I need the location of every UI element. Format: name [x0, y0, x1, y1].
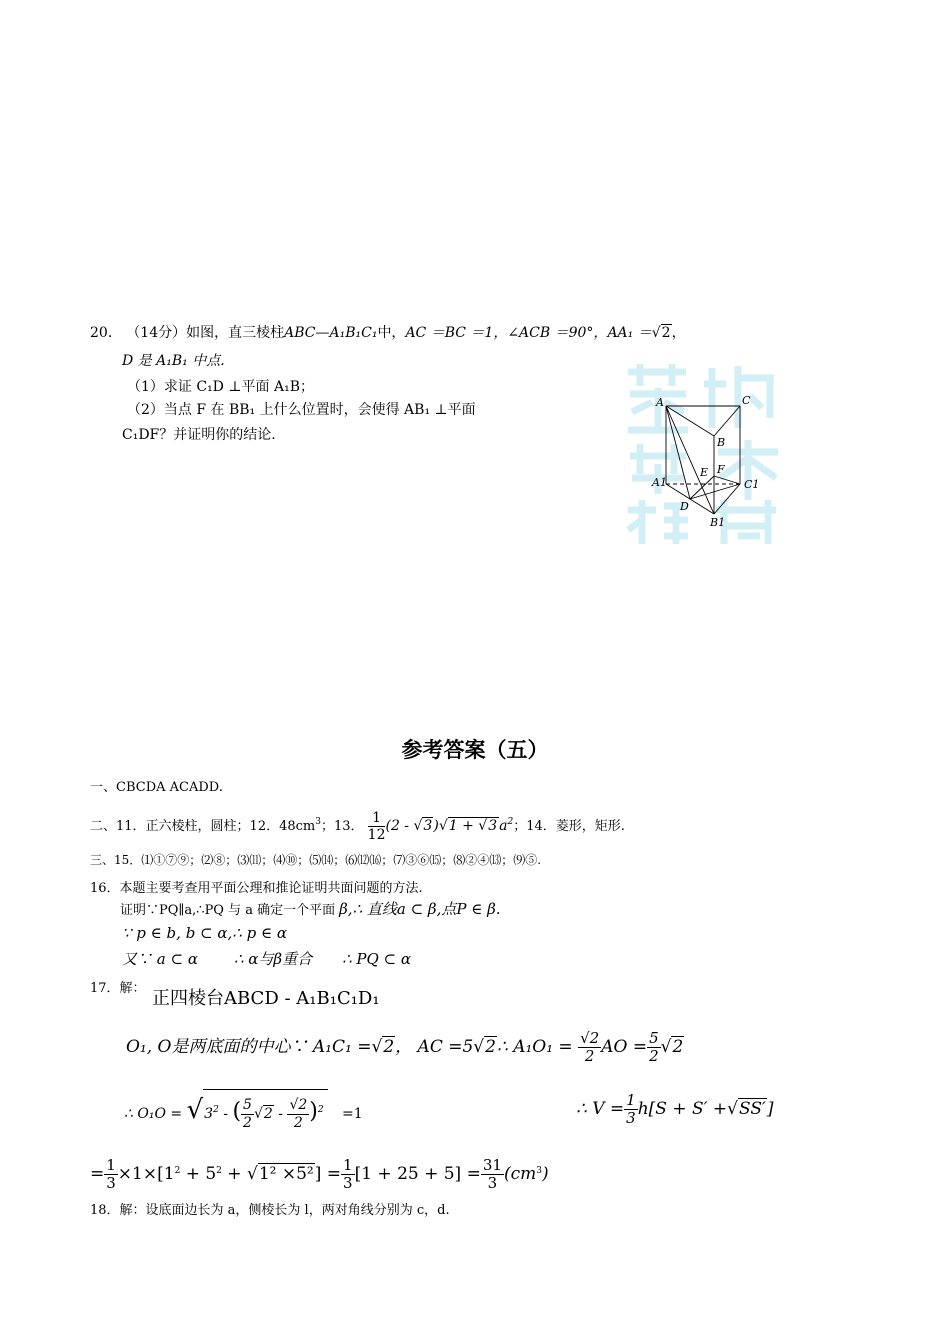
- answer-17-line-3: ∴ $O_1O = √3^2$ - ( $\frac{5}{2}$ √2 - $\frac{√2}{2}$ )$^2$ =1: [124, 1082, 363, 1138]
- prism-figure: [620, 360, 790, 550]
- label-E: E: [700, 466, 709, 479]
- label-B: B: [717, 436, 726, 449]
- answer-16-proof-line-3: 又∵ a ⊂ α ∴ α与β重合 ∴ PQ ⊂ α: [122, 950, 412, 968]
- answer-16-intro: 16．本题主要考查用平面公理和推论证明共面问题的方法.: [90, 881, 423, 896]
- answer-16-proof-line-1: 证明∵PQ∥a,∴PQ 与 a 确定一个平面 β,∴ 直线a ⊂ β,点P ∈ β.: [120, 900, 501, 918]
- answer-18: 18．解：设底面边长为 a，侧棱长为 l，两对角线分别为 c，d.: [90, 1203, 450, 1218]
- label-F: F: [717, 463, 725, 476]
- answer-17-line-2: O₁, O是两底面的中心∵ A₁C₁ =√2， AC =5√2∴ A₁O₁ = $\frac{√2}{2}$ AO = $\frac{5}{2}$ √2: [126, 1028, 684, 1065]
- problem-20-line-1: 20． （14分）如图，直三棱柱ABC—A₁B₁C₁中，AC ＝BC ＝1，∠ACB ＝90°，AA₁ ＝√2，: [90, 325, 686, 341]
- label-D: D: [680, 500, 689, 513]
- label-C1: C1: [744, 478, 760, 491]
- problem-number: 20: [90, 325, 108, 341]
- problem-20-part-1: （1）求证 C₁D ⊥平面 A₁B；: [127, 379, 314, 395]
- answer-17-line-4: = $\frac{1}{3}$ $\times 1\times[1^2 + 5^2 + √1^2 \times 5^2]$ = $\frac{1}{3}$ [1 + 25 + 5] = $\frac{31}{3}$ $(cm^3)$: [90, 1155, 549, 1192]
- answer-section-3: 三、15．⑴①⑦⑨；⑵⑧；⑶⑾；⑷⑩；⑸⒁；⑹⑿⒃；⑺③⑥⒂；⑻②④⒀；⑼⑤.: [90, 853, 542, 867]
- volume-formula: ∴ V = $\frac{1}{3}$ h[S + S′ +√SS′]: [576, 1090, 774, 1127]
- problem-20-part-2-cont: C₁DF？并证明你的结论.: [122, 427, 276, 443]
- answer-16-proof-line-2: ∵ p ∈ b, b ⊂ α,∴ p ∈ α: [122, 924, 287, 942]
- problem-20-part-2: （2）当点 F 在 BB₁ 上什么位置时，会使得 AB₁ ⊥平面: [127, 402, 476, 418]
- label-C: C: [742, 394, 751, 407]
- label-A1: A1: [652, 476, 667, 489]
- answer-17-label: 17．解：: [90, 981, 146, 996]
- answer-section-2: 二、11．正六棱柱，圆柱；12．$48cm^3$；13． $\frac{1}{12}$ (2 - √3)√1 + √3 $a^2$；14．菱形，矩形.: [90, 809, 625, 843]
- label-B1: B1: [710, 516, 726, 529]
- problem-20-line-2: D 是 A₁B₁ 中点.: [122, 353, 225, 369]
- answers-title: 参考答案（五）: [401, 738, 549, 762]
- watermark-logo: [628, 364, 778, 544]
- answer-17-line-1: 正四棱台ABCD - A₁B₁C₁D₁: [152, 988, 380, 1009]
- label-A: A: [656, 396, 664, 409]
- answer-section-1: 一、CBCDA ACADD.: [90, 780, 223, 795]
